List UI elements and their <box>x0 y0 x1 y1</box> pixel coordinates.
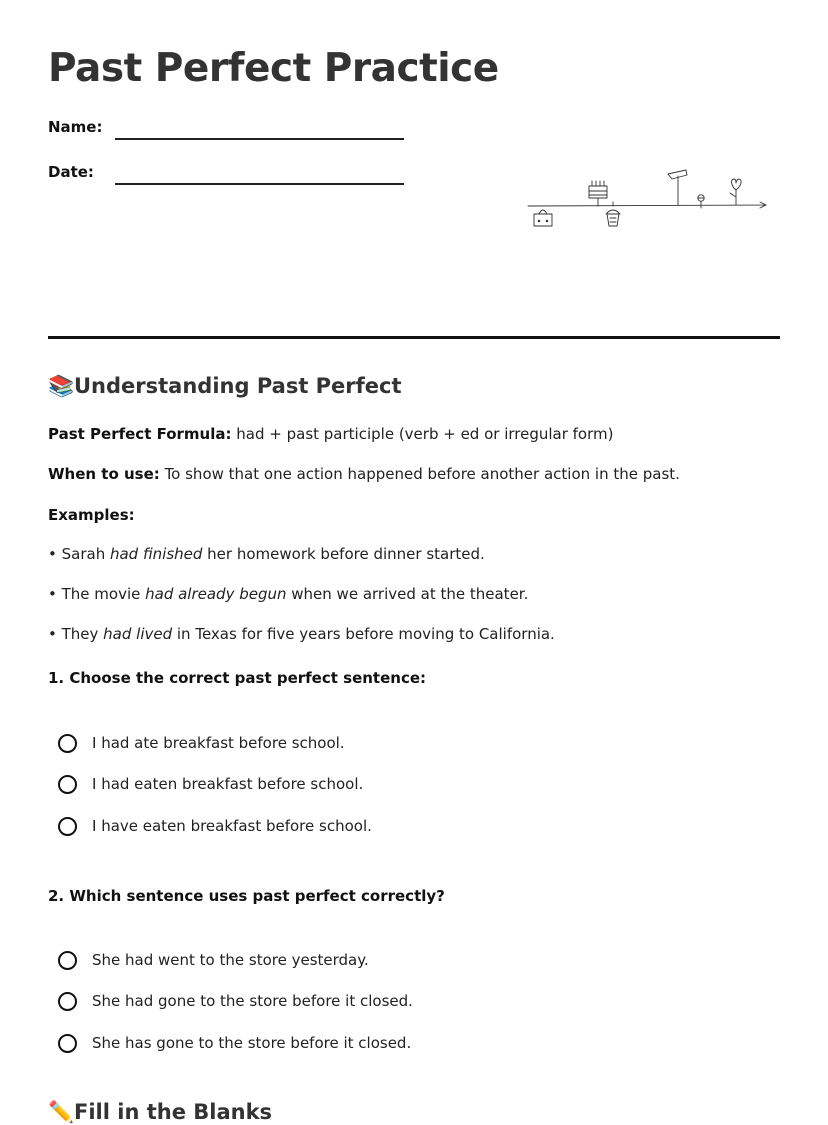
balloon-icon <box>698 195 704 208</box>
when-to-use-label: When to use: <box>48 465 160 483</box>
name-line[interactable] <box>115 138 404 140</box>
understanding-heading <box>48 374 402 399</box>
question-1-option-b[interactable] <box>58 772 363 796</box>
example-text: when we arrived at the theater. <box>286 585 529 603</box>
option-label: I have eaten breakfast before school. <box>92 817 372 835</box>
fill-blanks-heading <box>48 1100 272 1125</box>
option-label: She had went to the store yesterday. <box>92 951 369 969</box>
heart-flower-icon <box>730 179 741 205</box>
example-item <box>48 625 555 643</box>
date-label: Date: <box>48 163 94 181</box>
radio-button[interactable] <box>58 992 77 1011</box>
section-divider <box>48 336 780 339</box>
lunchbox-icon <box>534 210 552 226</box>
books-icon: 📚 <box>48 374 75 398</box>
radio-button[interactable] <box>58 734 77 753</box>
radio-button[interactable] <box>58 951 77 970</box>
question-1-option-a[interactable] <box>58 731 345 755</box>
option-label: She has gone to the store before it closed. <box>92 1034 412 1052</box>
example-text: • Sarah <box>48 545 110 563</box>
example-verb: had finished <box>109 545 203 563</box>
page-title: Past Perfect Practice <box>48 46 499 91</box>
date-line[interactable] <box>115 183 404 185</box>
example-item <box>48 585 528 603</box>
understanding-heading-text: Understanding Past Perfect <box>74 374 402 398</box>
option-label: I had ate breakfast before school. <box>92 734 345 752</box>
question-2-option-b[interactable] <box>58 989 413 1013</box>
question-2-option-c[interactable] <box>58 1031 411 1055</box>
timeline-illustration <box>526 164 772 234</box>
example-text: her homework before dinner started. <box>202 545 485 563</box>
formula-text: had + past participle (verb + ed or irregular form) <box>236 425 614 443</box>
examples-label-paragraph <box>48 506 135 524</box>
example-text: • The movie <box>48 585 146 603</box>
question-1-prompt: 1. Choose the correct past perfect sentence: <box>48 669 427 687</box>
date-field <box>48 163 94 181</box>
fill-blanks-heading-text: Fill in the Blanks <box>74 1100 273 1124</box>
radio-button[interactable] <box>58 817 77 836</box>
examples-label: Examples: <box>48 506 135 524</box>
when-to-use-text: To show that one action happened before another action in the past. <box>164 465 680 483</box>
question-1-option-c[interactable] <box>58 814 372 838</box>
option-label: She had gone to the store before it closed. <box>92 992 413 1010</box>
example-text: • They <box>48 625 104 643</box>
when-to-use-paragraph <box>48 465 680 483</box>
formula-paragraph <box>48 425 613 443</box>
option-label: I had eaten breakfast before school. <box>92 775 364 793</box>
example-text: in Texas for five years before moving to California. <box>172 625 555 643</box>
example-verb: had already begun <box>145 585 287 603</box>
name-label: Name: <box>48 118 103 136</box>
birthday-cake-icon <box>589 181 607 206</box>
radio-button[interactable] <box>58 1034 77 1053</box>
example-verb: had lived <box>103 625 173 643</box>
timeline-axis <box>528 205 766 206</box>
signpost-icon <box>668 170 687 205</box>
pencil-icon: ✏️ <box>48 1100 75 1124</box>
example-item <box>48 545 485 563</box>
question-2-option-a[interactable] <box>58 948 369 972</box>
question-2-prompt: 2. Which sentence uses past perfect correctly? <box>48 887 445 905</box>
name-field <box>48 118 102 136</box>
radio-button[interactable] <box>58 775 77 794</box>
formula-label: Past Perfect Formula: <box>48 425 232 443</box>
